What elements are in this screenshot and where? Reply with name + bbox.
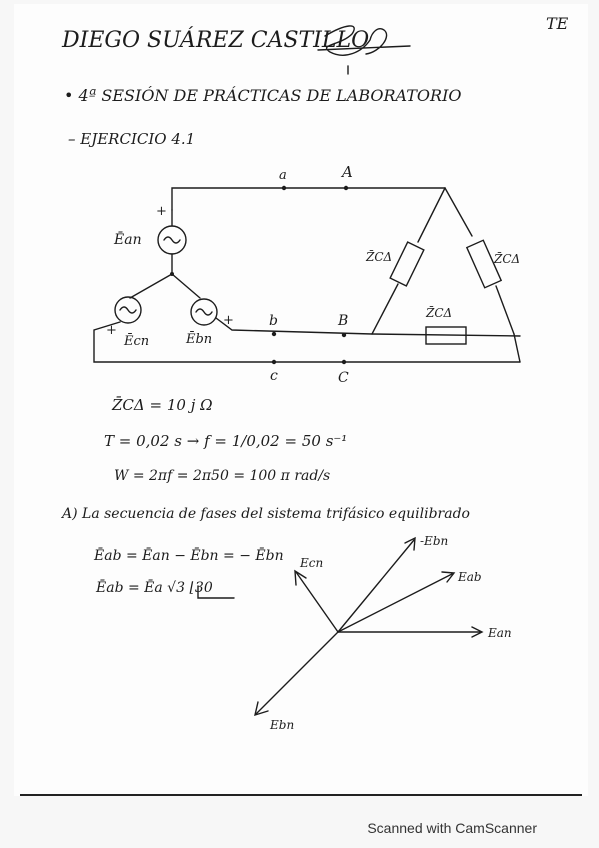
corner-mark: TE xyxy=(546,14,569,33)
node-label-b: b xyxy=(269,313,278,329)
source-cn-plus: + xyxy=(106,323,117,338)
wire-neutral xyxy=(130,274,200,298)
source-an-label: Ēan xyxy=(114,232,142,248)
impedance-right-label: Z̄CΔ xyxy=(494,252,521,266)
exercise-title: – EJERCICIO 4.1 xyxy=(68,130,196,148)
scanner-footer xyxy=(0,818,599,840)
source-bn-label: Ēbn xyxy=(186,332,213,347)
phasor-label-minus-ebn: -Ebn xyxy=(420,534,449,548)
node-label-A: A xyxy=(342,163,353,181)
phasor-label-ean: Ean xyxy=(488,626,512,640)
equation-period: T = 0,02 s → f = 1/0,02 = 50 s⁻¹ xyxy=(104,432,348,450)
source-an-sine xyxy=(164,237,180,243)
source-cn-label: Ēcn xyxy=(124,334,150,349)
part-a-equation-1: Ēab = Ēan − Ēbn = − Ēbn xyxy=(94,548,284,564)
node-label-B: B xyxy=(338,313,349,329)
wire-bottom-c xyxy=(94,322,520,362)
node-label-a: a xyxy=(279,168,287,183)
equation-omega: W = 2πf = 2π50 = 100 π rad/s xyxy=(114,468,331,484)
node-label-C: C xyxy=(338,370,349,386)
source-bn-plus: + xyxy=(223,313,234,328)
part-a-heading: A) La secuencia de fases del sistema trifásico equilibrado xyxy=(62,506,470,522)
author-name: DIEGO SUÁREZ CASTILLO xyxy=(62,28,370,53)
wire-top xyxy=(172,188,445,210)
impedance-left-label: Z̄CΔ xyxy=(366,250,393,264)
impedance-bottom-label: Z̄CΔ xyxy=(426,306,453,320)
session-title: • 4ª SESIÓN DE PRÁCTICAS DE LABORATORIO xyxy=(64,86,462,105)
source-an-plus: + xyxy=(156,204,167,219)
node-label-c: c xyxy=(270,368,278,384)
phasor-label-eab: Eab xyxy=(458,570,482,584)
phasor-label-ecn: Ecn xyxy=(300,556,324,570)
phasor-diagram xyxy=(255,538,482,715)
scanner-watermark: Scanned with CamScanner xyxy=(367,820,537,836)
part-a-equation-2: Ēab = Ēa √3 ⌊30 xyxy=(96,580,213,596)
equation-impedance: Z̄CΔ = 10 j Ω xyxy=(112,396,213,414)
wire-middle-b xyxy=(216,318,520,336)
impedance-left xyxy=(390,242,424,286)
phasor-label-ebn: Ebn xyxy=(270,718,295,732)
